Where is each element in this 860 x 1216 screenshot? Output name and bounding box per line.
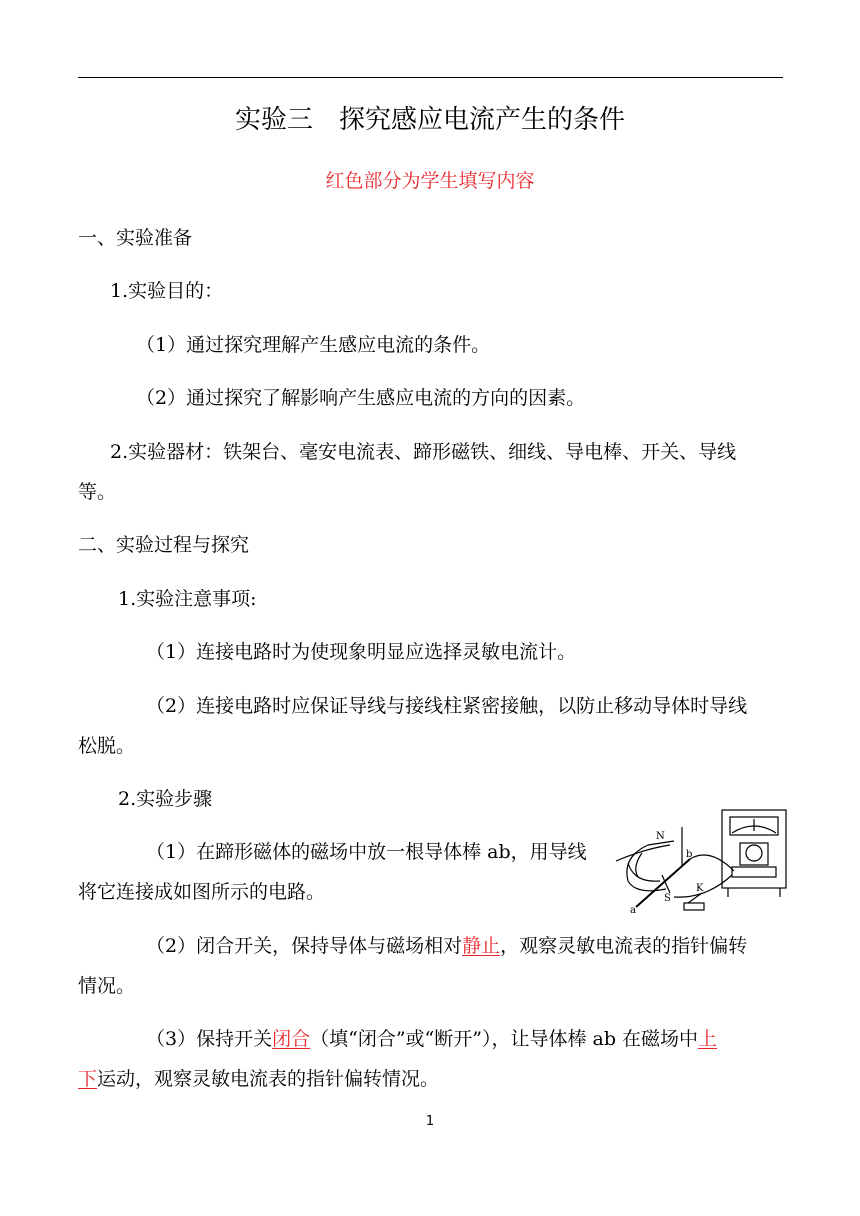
label-k: K bbox=[696, 883, 704, 894]
step-2-answer: 静止 bbox=[462, 935, 501, 957]
step-2-line-1 bbox=[146, 934, 747, 958]
section-heading-preparation: 一、实验准备 bbox=[78, 227, 193, 249]
section-heading-process: 二、实验过程与探究 bbox=[78, 534, 250, 556]
note-item-2-line-1: （2）连接电路时应保证导线与接线柱紧密接触，以防止移动导体时导线 bbox=[146, 695, 748, 717]
page-number: 1 bbox=[425, 1114, 435, 1129]
switch-icon bbox=[688, 893, 702, 903]
notes-label: 1.实验注意事项: bbox=[118, 588, 257, 610]
label-n: N bbox=[656, 831, 665, 842]
step-2-line-2: 情况。 bbox=[78, 975, 136, 997]
conductor-bar-icon bbox=[636, 859, 690, 907]
step-3-text-mid: （填“闭合”或“断开”），让导体棒 ab 在磁场中 bbox=[310, 1028, 699, 1050]
note-item-1: （1）连接电路时为使现象明显应选择灵敏电流计。 bbox=[146, 641, 577, 663]
header-rule bbox=[78, 77, 783, 78]
step-3-text-post: 运动，观察灵敏电流表的指针偏转情况。 bbox=[97, 1068, 440, 1090]
step-1-line-1: （1）在蹄形磁体的磁场中放一根导体棒 ab，用导线 bbox=[146, 841, 587, 863]
step-3-text-pre: （3）保持开关 bbox=[146, 1028, 273, 1050]
aim-label: 1.实验目的： bbox=[110, 280, 224, 302]
label-b: b bbox=[686, 849, 693, 860]
step-3-answer-direction-a: 上 bbox=[698, 1028, 718, 1050]
label-s: S bbox=[664, 893, 671, 904]
steps-label: 2.实验步骤 bbox=[118, 788, 213, 810]
step-3-line-1 bbox=[146, 1027, 717, 1051]
step-2-text-pre: （2）闭合开关，保持导体与磁场相对 bbox=[146, 935, 463, 957]
equipment-line-1: 2.实验器材：铁架台、毫安电流表、蹄形磁铁、细线、导电棒、开关、导线 bbox=[110, 441, 737, 463]
page-title: 实验三 探究感应电流产生的条件 bbox=[234, 105, 625, 135]
note-item-2-line-2: 松脱。 bbox=[78, 735, 136, 757]
aim-item-1: （1）通过探究理解产生感应电流的条件。 bbox=[136, 334, 491, 356]
step-3-answer-direction-b: 下 bbox=[78, 1068, 98, 1090]
equipment-line-2: 等。 bbox=[78, 481, 117, 503]
subtitle-note: 红色部分为学生填写内容 bbox=[325, 170, 535, 192]
label-a: a bbox=[630, 905, 636, 916]
step-2-text-post: ，观察灵敏电流表的指针偏转 bbox=[500, 935, 748, 957]
circuit-figure bbox=[614, 805, 789, 917]
step-3-answer-switch: 闭合 bbox=[272, 1028, 311, 1050]
step-3-line-2 bbox=[78, 1067, 439, 1091]
aim-item-2: （2）通过探究了解影响产生感应电流的方向的因素。 bbox=[136, 387, 586, 409]
step-1-line-2: 将它连接成如图所示的电路。 bbox=[78, 881, 326, 903]
